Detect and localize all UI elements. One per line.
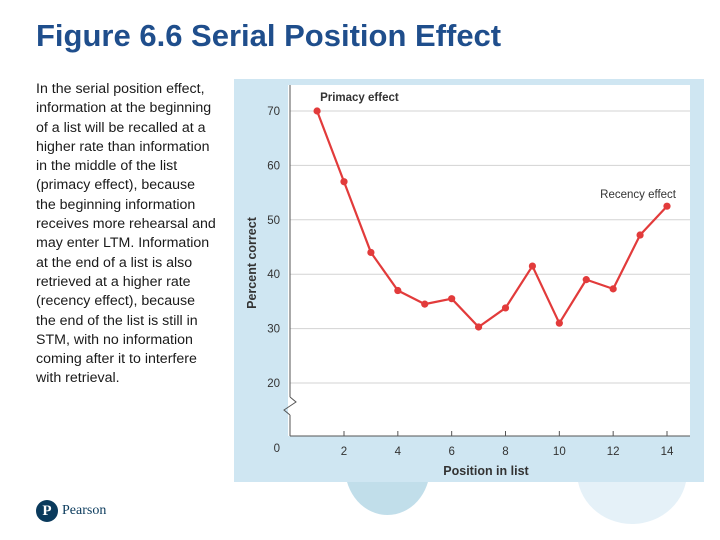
x-axis-title: Position in list [443,464,529,478]
x-tick-label: 4 [394,446,402,458]
data-point [663,203,670,210]
data-point [340,178,347,185]
recency-effect-label: Recency effect [600,189,676,202]
data-point [475,323,482,330]
x-tick-label: 6 [448,446,455,458]
x-tick-label: 8 [502,446,509,458]
y-tick-label: 70 [267,106,280,118]
primacy-effect-label: Primacy effect [320,92,399,104]
data-point [583,276,590,283]
y-tick-label: 20 [267,378,280,390]
data-point [313,107,320,114]
y-tick-label: 30 [267,323,280,336]
y-tick-label: 50 [267,214,280,227]
data-point [529,262,536,269]
serial-position-chart [234,79,704,482]
y-axis-title: Percent correct [245,217,259,309]
data-point [394,287,401,294]
data-point [448,295,455,302]
pearson-logo [36,500,106,522]
x-tick-label: 12 [606,446,620,458]
x-tick-label: 10 [552,446,566,458]
x-tick-label: 2 [340,446,348,458]
data-point [502,304,509,311]
description-text: In the serial position effect, information at the beginning of a list will be recalled at a higher rate than information in the middle of the list (primacy effect), because the beginning information receives more rehearsal and may enter LTM. Information at the end of a list is also retrieved at a higher rate (recency effect), because the end of the list is still in STM, with no information coming after it to interfere with retrieval. [36,81,216,387]
data-point [367,249,374,256]
y-tick-label: 0 [273,443,280,455]
y-tick-label: 60 [267,160,280,173]
x-tick-label: 14 [660,446,674,458]
data-point [421,301,428,308]
data-point [610,285,617,292]
slide-title: Figure 6.6 Serial Position Effect [36,18,502,53]
chart-panel [234,79,704,482]
data-point [636,231,643,238]
y-tick-label: 40 [267,269,280,282]
pearson-logo-icon: P [36,500,58,522]
pearson-logo-text: Pearson [62,503,107,518]
data-point [556,320,563,327]
